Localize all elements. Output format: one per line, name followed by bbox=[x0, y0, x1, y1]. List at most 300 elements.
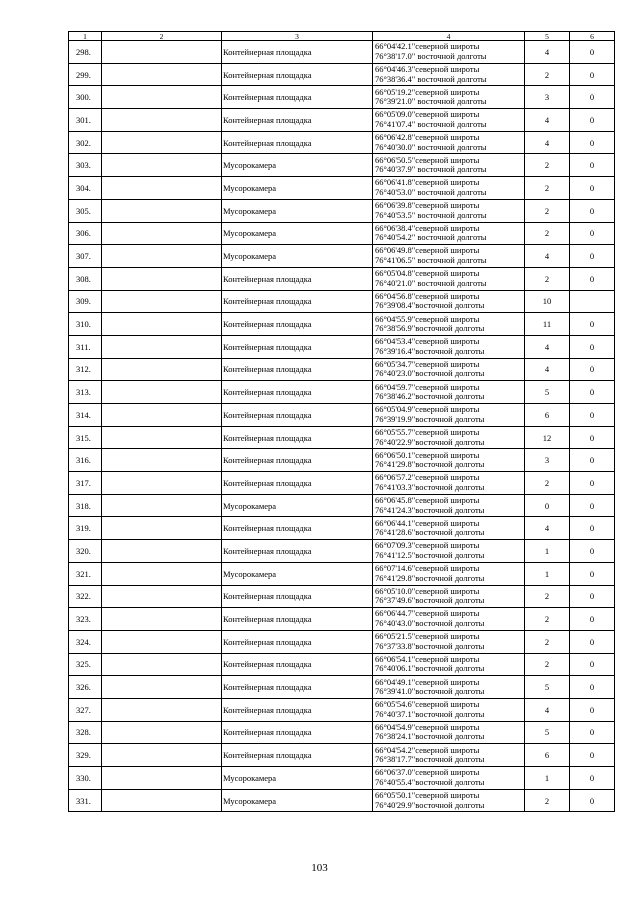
latitude: 66°07'09.3"северной широты bbox=[375, 540, 480, 551]
site-type: Мусорокамера bbox=[222, 767, 373, 790]
site-type: Контейнерная площадка bbox=[222, 426, 373, 449]
latitude: 66°04'46.3"северной широты bbox=[375, 63, 480, 74]
container-count: 5 bbox=[525, 721, 570, 744]
site-type: Контейнерная площадка bbox=[222, 313, 373, 336]
longitude: 76°41'28.6"восточной долготы bbox=[375, 527, 485, 538]
site-type: Контейнерная площадка bbox=[222, 608, 373, 631]
row-number: 319. bbox=[69, 517, 102, 540]
coordinates-cell bbox=[373, 721, 525, 744]
site-type: Контейнерная площадка bbox=[222, 290, 373, 313]
table-row bbox=[69, 789, 615, 812]
site-type: Мусорокамера bbox=[222, 562, 373, 585]
site-type: Контейнерная площадка bbox=[222, 358, 373, 381]
row-number: 326. bbox=[69, 676, 102, 699]
table-row bbox=[69, 494, 615, 517]
site-type: Контейнерная площадка bbox=[222, 131, 373, 154]
column-6-value: 0 bbox=[570, 41, 615, 64]
owner-cell bbox=[102, 517, 222, 540]
table-row bbox=[69, 290, 615, 313]
table-row bbox=[69, 63, 615, 86]
owner-cell bbox=[102, 335, 222, 358]
table-body bbox=[69, 41, 615, 812]
header-col-4: 4 bbox=[373, 32, 525, 41]
container-count: 10 bbox=[525, 290, 570, 313]
column-6-value: 0 bbox=[570, 335, 615, 358]
latitude: 66°06'49.8"северной широты bbox=[375, 245, 480, 256]
longitude: 76°40'30.0" восточной долготы bbox=[375, 141, 487, 152]
longitude: 76°41'24.3"восточной долготы bbox=[375, 504, 485, 515]
container-count: 6 bbox=[525, 744, 570, 767]
table-row bbox=[69, 404, 615, 427]
table-row bbox=[69, 267, 615, 290]
container-count: 2 bbox=[525, 472, 570, 495]
site-type: Контейнерная площадка bbox=[222, 540, 373, 563]
longitude: 76°40'29.9"восточной долготы bbox=[375, 799, 485, 810]
longitude: 76°40'23.0"восточной долготы bbox=[375, 368, 485, 379]
table-row bbox=[69, 630, 615, 653]
row-number: 321. bbox=[69, 562, 102, 585]
table-row bbox=[69, 426, 615, 449]
column-6-value: 0 bbox=[570, 449, 615, 472]
coordinates-cell bbox=[373, 585, 525, 608]
column-6-value: 0 bbox=[570, 267, 615, 290]
owner-cell bbox=[102, 767, 222, 790]
coordinates-cell bbox=[373, 449, 525, 472]
latitude: 66°04'55.9"северной широты bbox=[375, 313, 480, 324]
longitude: 76°40'06.1"восточной долготы bbox=[375, 663, 485, 674]
longitude: 76°39'19.9"восточной долготы bbox=[375, 413, 485, 424]
latitude: 66°05'04.8"северной широты bbox=[375, 268, 480, 279]
column-6-value: 0 bbox=[570, 676, 615, 699]
latitude: 66°04'54.2"северной широты bbox=[375, 744, 480, 755]
longitude: 76°38'46.2"восточной долготы bbox=[375, 391, 485, 402]
coordinates-cell bbox=[373, 767, 525, 790]
table-row bbox=[69, 154, 615, 177]
site-type: Мусорокамера bbox=[222, 789, 373, 812]
container-count: 12 bbox=[525, 426, 570, 449]
registry-table bbox=[68, 31, 615, 812]
table-row bbox=[69, 744, 615, 767]
row-number: 328. bbox=[69, 721, 102, 744]
owner-cell bbox=[102, 426, 222, 449]
latitude: 66°05'21.5"северной широты bbox=[375, 631, 480, 642]
container-count: 2 bbox=[525, 585, 570, 608]
owner-cell bbox=[102, 245, 222, 268]
latitude: 66°06'39.8"северной широты bbox=[375, 200, 480, 211]
row-number: 330. bbox=[69, 767, 102, 790]
latitude: 66°06'37.0"северной широты bbox=[375, 767, 480, 778]
column-6-value: 0 bbox=[570, 313, 615, 336]
coordinates-cell bbox=[373, 290, 525, 313]
owner-cell bbox=[102, 585, 222, 608]
owner-cell bbox=[102, 313, 222, 336]
column-6-value: 0 bbox=[570, 721, 615, 744]
column-6-value: 0 bbox=[570, 177, 615, 200]
latitude: 66°05'09.0"северной широты bbox=[375, 109, 480, 120]
table-row bbox=[69, 131, 615, 154]
row-number: 311. bbox=[69, 335, 102, 358]
latitude: 66°06'54.1"северной широты bbox=[375, 653, 480, 664]
latitude: 66°05'04.9"северной широты bbox=[375, 404, 480, 415]
table-row bbox=[69, 358, 615, 381]
row-number: 329. bbox=[69, 744, 102, 767]
longitude: 76°40'54.2" восточной долготы bbox=[375, 232, 487, 243]
owner-cell bbox=[102, 562, 222, 585]
latitude: 66°04'42.1"северной широты bbox=[375, 41, 480, 52]
longitude: 76°38'24.1"восточной долготы bbox=[375, 731, 485, 742]
table-row bbox=[69, 245, 615, 268]
row-number: 298. bbox=[69, 41, 102, 64]
container-count: 4 bbox=[525, 109, 570, 132]
site-type: Мусорокамера bbox=[222, 154, 373, 177]
column-6-value: 0 bbox=[570, 199, 615, 222]
table-row bbox=[69, 109, 615, 132]
latitude: 66°07'14.6"северной широты bbox=[375, 563, 480, 574]
row-number: 304. bbox=[69, 177, 102, 200]
coordinates-cell bbox=[373, 517, 525, 540]
site-type: Контейнерная площадка bbox=[222, 676, 373, 699]
coordinates-cell bbox=[373, 676, 525, 699]
table-row bbox=[69, 540, 615, 563]
row-number: 312. bbox=[69, 358, 102, 381]
page-number: 103 bbox=[311, 862, 328, 874]
row-number: 325. bbox=[69, 653, 102, 676]
column-6-value: 0 bbox=[570, 154, 615, 177]
container-count: 4 bbox=[525, 517, 570, 540]
site-type: Контейнерная площадка bbox=[222, 721, 373, 744]
coordinates-cell bbox=[373, 313, 525, 336]
coordinates-cell bbox=[373, 245, 525, 268]
coordinates-cell bbox=[373, 608, 525, 631]
column-6-value: 0 bbox=[570, 404, 615, 427]
longitude: 76°41'03.3"восточной долготы bbox=[375, 481, 485, 492]
coordinates-cell bbox=[373, 494, 525, 517]
container-count: 1 bbox=[525, 562, 570, 585]
table-row bbox=[69, 472, 615, 495]
column-6-value: 0 bbox=[570, 698, 615, 721]
coordinates-cell bbox=[373, 381, 525, 404]
row-number: 310. bbox=[69, 313, 102, 336]
row-number: 309. bbox=[69, 290, 102, 313]
site-type: Мусорокамера bbox=[222, 494, 373, 517]
container-count: 4 bbox=[525, 245, 570, 268]
table-row bbox=[69, 86, 615, 109]
coordinates-cell bbox=[373, 109, 525, 132]
container-count: 4 bbox=[525, 131, 570, 154]
row-number: 305. bbox=[69, 199, 102, 222]
table-row bbox=[69, 381, 615, 404]
container-count: 1 bbox=[525, 540, 570, 563]
latitude: 66°05'55.7"северной широты bbox=[375, 426, 480, 437]
coordinates-cell bbox=[373, 41, 525, 64]
column-6-value: 0 bbox=[570, 86, 615, 109]
latitude: 66°05'54.6"северной широты bbox=[375, 699, 480, 710]
coordinates-cell bbox=[373, 154, 525, 177]
latitude: 66°05'34.7"северной широты bbox=[375, 358, 480, 369]
latitude: 66°06'41.8"северной широты bbox=[375, 177, 480, 188]
row-number: 315. bbox=[69, 426, 102, 449]
owner-cell bbox=[102, 676, 222, 699]
container-count: 2 bbox=[525, 177, 570, 200]
site-type: Контейнерная площадка bbox=[222, 267, 373, 290]
owner-cell bbox=[102, 721, 222, 744]
latitude: 66°04'53.4"северной широты bbox=[375, 336, 480, 347]
owner-cell bbox=[102, 494, 222, 517]
column-6-value: 0 bbox=[570, 63, 615, 86]
latitude: 66°05'50.1"северной широты bbox=[375, 789, 480, 800]
coordinates-cell bbox=[373, 404, 525, 427]
container-count: 4 bbox=[525, 358, 570, 381]
longitude: 76°39'21.0" восточной долготы bbox=[375, 96, 487, 107]
container-count: 2 bbox=[525, 608, 570, 631]
header-col-3: 3 bbox=[222, 32, 373, 41]
site-type: Контейнерная площадка bbox=[222, 109, 373, 132]
longitude: 76°40'55.4"восточной долготы bbox=[375, 776, 485, 787]
table-row bbox=[69, 177, 615, 200]
row-number: 318. bbox=[69, 494, 102, 517]
table-row bbox=[69, 653, 615, 676]
latitude: 66°06'50.5"северной широты bbox=[375, 154, 480, 165]
header-col-6: 6 bbox=[570, 32, 615, 41]
longitude: 76°38'17.0" восточной долготы bbox=[375, 50, 487, 61]
longitude: 76°41'06.5" восточной долготы bbox=[375, 255, 487, 266]
owner-cell bbox=[102, 472, 222, 495]
table-row bbox=[69, 721, 615, 744]
container-count: 4 bbox=[525, 41, 570, 64]
latitude: 66°04'49.1"северной широты bbox=[375, 676, 480, 687]
longitude: 76°39'41.0"восточной долготы bbox=[375, 686, 485, 697]
row-number: 302. bbox=[69, 131, 102, 154]
coordinates-cell bbox=[373, 131, 525, 154]
container-count: 1 bbox=[525, 767, 570, 790]
longitude: 76°40'37.1"восточной долготы bbox=[375, 708, 485, 719]
container-count: 2 bbox=[525, 267, 570, 290]
container-count: 3 bbox=[525, 449, 570, 472]
column-6-value: 0 bbox=[570, 358, 615, 381]
owner-cell bbox=[102, 154, 222, 177]
row-number: 301. bbox=[69, 109, 102, 132]
site-type: Контейнерная площадка bbox=[222, 698, 373, 721]
table-row bbox=[69, 585, 615, 608]
container-count: 2 bbox=[525, 630, 570, 653]
owner-cell bbox=[102, 789, 222, 812]
table-row bbox=[69, 222, 615, 245]
longitude: 76°39'16.4"восточной долготы bbox=[375, 345, 485, 356]
coordinates-cell bbox=[373, 744, 525, 767]
owner-cell bbox=[102, 744, 222, 767]
coordinates-cell bbox=[373, 222, 525, 245]
site-type: Контейнерная площадка bbox=[222, 86, 373, 109]
longitude: 76°38'56.9"восточной долготы bbox=[375, 323, 485, 334]
latitude: 66°04'56.8"северной широты bbox=[375, 290, 480, 301]
longitude: 76°38'17.7"восточной долготы bbox=[375, 754, 485, 765]
container-count: 2 bbox=[525, 199, 570, 222]
container-count: 4 bbox=[525, 335, 570, 358]
table-row bbox=[69, 517, 615, 540]
row-number: 316. bbox=[69, 449, 102, 472]
site-type: Контейнерная площадка bbox=[222, 381, 373, 404]
container-count: 2 bbox=[525, 154, 570, 177]
table-row bbox=[69, 608, 615, 631]
column-6-value: 0 bbox=[570, 426, 615, 449]
container-count: 2 bbox=[525, 222, 570, 245]
column-6-value: 0 bbox=[570, 767, 615, 790]
coordinates-cell bbox=[373, 562, 525, 585]
row-number: 306. bbox=[69, 222, 102, 245]
table-row bbox=[69, 767, 615, 790]
latitude: 66°06'44.1"северной широты bbox=[375, 517, 480, 528]
table-row bbox=[69, 313, 615, 336]
column-6-value: 0 bbox=[570, 562, 615, 585]
column-6-value: 0 bbox=[570, 608, 615, 631]
site-type: Мусорокамера bbox=[222, 199, 373, 222]
latitude: 66°05'10.0"северной широты bbox=[375, 585, 480, 596]
coordinates-cell bbox=[373, 358, 525, 381]
column-6-value: 0 bbox=[570, 744, 615, 767]
column-6-value: 0 bbox=[570, 109, 615, 132]
site-type: Контейнерная площадка bbox=[222, 585, 373, 608]
row-number: 303. bbox=[69, 154, 102, 177]
owner-cell bbox=[102, 540, 222, 563]
site-type: Контейнерная площадка bbox=[222, 449, 373, 472]
container-count: 3 bbox=[525, 86, 570, 109]
coordinates-cell bbox=[373, 426, 525, 449]
column-6-value bbox=[570, 290, 615, 313]
header-col-2: 2 bbox=[102, 32, 222, 41]
site-type: Контейнерная площадка bbox=[222, 630, 373, 653]
longitude: 76°40'43.0"восточной долготы bbox=[375, 618, 485, 629]
owner-cell bbox=[102, 653, 222, 676]
site-type: Мусорокамера bbox=[222, 245, 373, 268]
container-count: 4 bbox=[525, 698, 570, 721]
site-type: Мусорокамера bbox=[222, 177, 373, 200]
row-number: 300. bbox=[69, 86, 102, 109]
container-count: 2 bbox=[525, 653, 570, 676]
column-6-value: 0 bbox=[570, 222, 615, 245]
owner-cell bbox=[102, 131, 222, 154]
site-type: Контейнерная площадка bbox=[222, 41, 373, 64]
container-count: 5 bbox=[525, 676, 570, 699]
latitude: 66°04'54.9"северной широты bbox=[375, 721, 480, 732]
table-row bbox=[69, 676, 615, 699]
longitude: 76°41'29.8"восточной долготы bbox=[375, 572, 485, 583]
site-type: Контейнерная площадка bbox=[222, 744, 373, 767]
owner-cell bbox=[102, 381, 222, 404]
column-6-value: 0 bbox=[570, 472, 615, 495]
owner-cell bbox=[102, 222, 222, 245]
site-type: Контейнерная площадка bbox=[222, 653, 373, 676]
owner-cell bbox=[102, 267, 222, 290]
row-number: 323. bbox=[69, 608, 102, 631]
row-number: 317. bbox=[69, 472, 102, 495]
table-row bbox=[69, 698, 615, 721]
header-col-5: 5 bbox=[525, 32, 570, 41]
longitude: 76°41'12.5"восточной долготы bbox=[375, 549, 485, 560]
latitude: 66°06'44.7"северной широты bbox=[375, 608, 480, 619]
coordinates-cell bbox=[373, 177, 525, 200]
header-row bbox=[69, 32, 615, 41]
row-number: 322. bbox=[69, 585, 102, 608]
column-6-value: 0 bbox=[570, 494, 615, 517]
longitude: 76°41'29.8"восточной долготы bbox=[375, 459, 485, 470]
owner-cell bbox=[102, 290, 222, 313]
column-6-value: 0 bbox=[570, 789, 615, 812]
longitude: 76°41'07.4" восточной долготы bbox=[375, 118, 487, 129]
latitude: 66°06'45.8"северной широты bbox=[375, 495, 480, 505]
container-count: 5 bbox=[525, 381, 570, 404]
coordinates-cell bbox=[373, 335, 525, 358]
row-number: 320. bbox=[69, 540, 102, 563]
latitude: 66°05'19.2"северной широты bbox=[375, 86, 480, 97]
owner-cell bbox=[102, 109, 222, 132]
column-6-value: 0 bbox=[570, 585, 615, 608]
site-type: Контейнерная площадка bbox=[222, 472, 373, 495]
row-number: 327. bbox=[69, 698, 102, 721]
longitude: 76°37'33.8"восточной долготы bbox=[375, 640, 485, 651]
latitude: 66°06'50.1"северной широты bbox=[375, 449, 480, 460]
column-6-value: 0 bbox=[570, 131, 615, 154]
coordinates-cell bbox=[373, 472, 525, 495]
owner-cell bbox=[102, 63, 222, 86]
row-number: 324. bbox=[69, 630, 102, 653]
coordinates-cell bbox=[373, 63, 525, 86]
row-number: 299. bbox=[69, 63, 102, 86]
row-number: 308. bbox=[69, 267, 102, 290]
table-row bbox=[69, 199, 615, 222]
owner-cell bbox=[102, 358, 222, 381]
table-row bbox=[69, 449, 615, 472]
coordinates-cell bbox=[373, 267, 525, 290]
container-count: 2 bbox=[525, 63, 570, 86]
column-6-value: 0 bbox=[570, 540, 615, 563]
longitude: 76°38'36.4" восточной долготы bbox=[375, 73, 487, 84]
latitude: 66°06'57.2"северной широты bbox=[375, 472, 480, 483]
owner-cell bbox=[102, 177, 222, 200]
column-6-value: 0 bbox=[570, 630, 615, 653]
container-count: 6 bbox=[525, 404, 570, 427]
longitude: 76°40'53.5" восточной долготы bbox=[375, 209, 487, 220]
owner-cell bbox=[102, 698, 222, 721]
container-count: 0 bbox=[525, 494, 570, 517]
row-number: 331. bbox=[69, 789, 102, 812]
row-number: 314. bbox=[69, 404, 102, 427]
table-row bbox=[69, 41, 615, 64]
owner-cell bbox=[102, 630, 222, 653]
owner-cell bbox=[102, 41, 222, 64]
latitude: 66°06'38.4"северной широты bbox=[375, 222, 480, 233]
table-row bbox=[69, 562, 615, 585]
coordinates-cell bbox=[373, 630, 525, 653]
site-type: Контейнерная площадка bbox=[222, 335, 373, 358]
longitude: 76°37'49.6"восточной долготы bbox=[375, 595, 485, 606]
owner-cell bbox=[102, 404, 222, 427]
column-6-value: 0 bbox=[570, 381, 615, 404]
owner-cell bbox=[102, 608, 222, 631]
column-6-value: 0 bbox=[570, 245, 615, 268]
site-type: Мусорокамера bbox=[222, 222, 373, 245]
coordinates-cell bbox=[373, 789, 525, 812]
container-count: 11 bbox=[525, 313, 570, 336]
site-type: Контейнерная площадка bbox=[222, 517, 373, 540]
longitude: 76°40'53.0" восточной долготы bbox=[375, 186, 487, 197]
site-type: Контейнерная площадка bbox=[222, 404, 373, 427]
owner-cell bbox=[102, 199, 222, 222]
longitude: 76°40'22.9"восточной долготы bbox=[375, 436, 485, 447]
latitude: 66°06'42.8"северной широты bbox=[375, 132, 480, 142]
column-6-value: 0 bbox=[570, 517, 615, 540]
row-number: 313. bbox=[69, 381, 102, 404]
column-6-value: 0 bbox=[570, 653, 615, 676]
